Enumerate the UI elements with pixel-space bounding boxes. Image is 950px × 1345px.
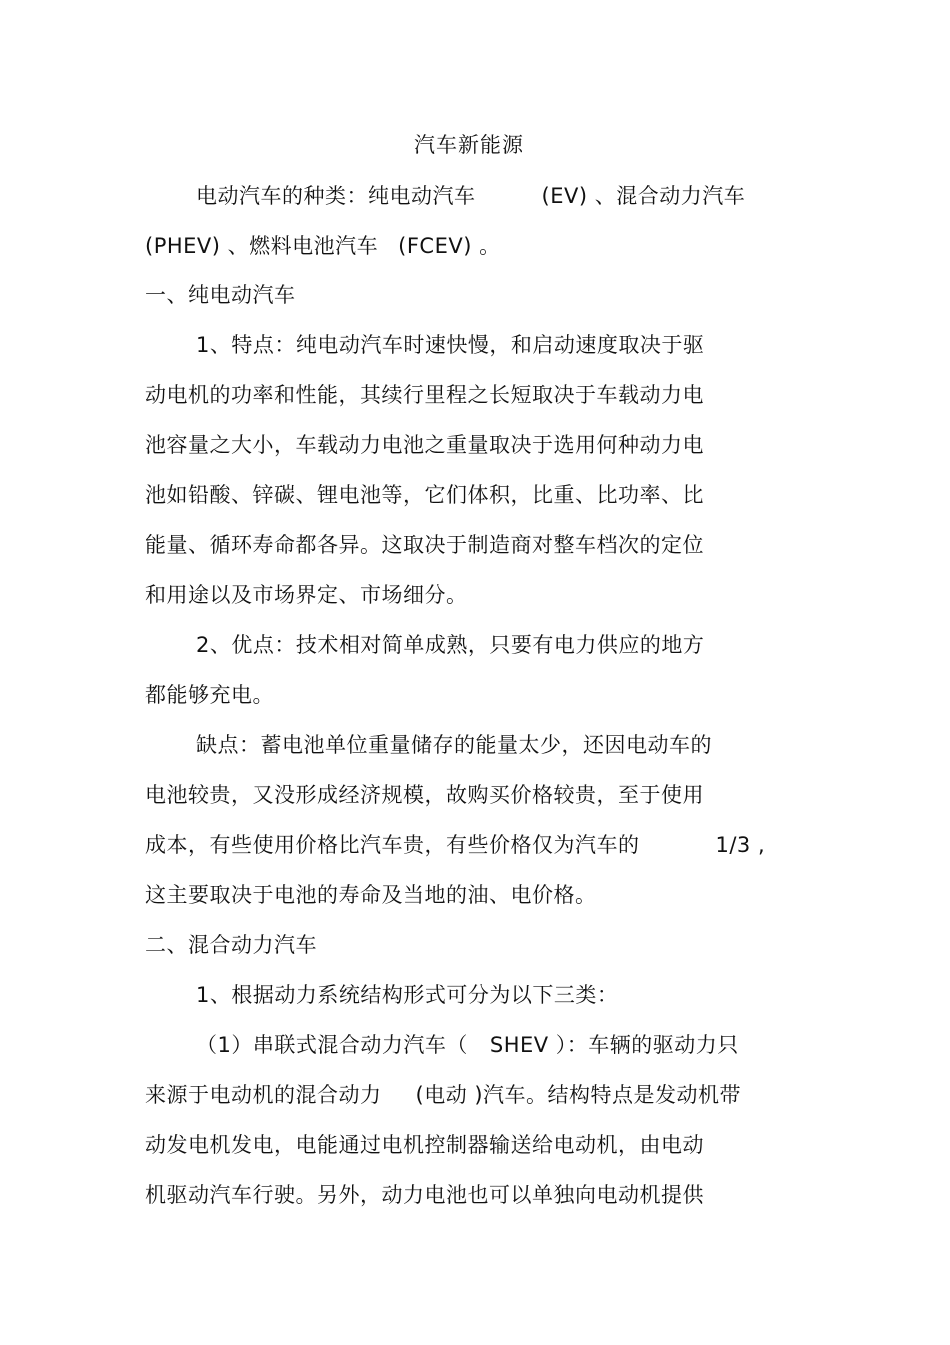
- s2-p2-text: (电动 )汽车。结构特点是发动机带: [415, 1083, 742, 1107]
- s1-p3-line: 电池较贵，又没形成经济规模，故购买价格较贵，至于使用: [145, 783, 704, 807]
- intro-text-a: 电动汽车的种类：纯电动汽车: [196, 184, 476, 208]
- s1-p3-line: 缺点：蓄电池单位重量储存的能量太少，还因电动车的: [196, 733, 712, 757]
- section1-heading: 一、纯电动汽车: [145, 283, 296, 307]
- s1-p2-line: 都能够充电。: [145, 683, 274, 707]
- s2-p2-text: 来源于电动机的混合动力: [145, 1083, 382, 1107]
- s2-p2-text: SHEV ）：车辆的驱动力只: [489, 1033, 739, 1057]
- s2-p2-line: 机驱动汽车行驶。另外，动力电池也可以单独向电动机提供: [145, 1183, 704, 1207]
- intro-text-d: (FCEV) 。: [398, 234, 501, 258]
- intro-line-1: [196, 181, 745, 211]
- s1-p3-line: [145, 830, 765, 860]
- s1-p3-text: 成本，有些使用价格比汽车贵，有些价格仅为汽车的: [145, 833, 640, 857]
- s2-p2-line: [145, 1080, 741, 1110]
- s1-p1-line: 动电机的功率和性能，其续行里程之长短取决于车载动力电: [145, 383, 704, 407]
- s2-p1-line: 1、根据动力系统结构形式可分为以下三类：: [196, 983, 619, 1007]
- section2-heading: 二、混合动力汽车: [145, 933, 317, 957]
- s2-p2-text: （1）串联式混合动力汽车（: [196, 1033, 468, 1057]
- s1-p3-fraction: 1/3 ,: [715, 833, 766, 857]
- s1-p2-line: 2、优点：技术相对简单成熟，只要有电力供应的地方: [196, 633, 705, 657]
- intro-text-c: (PHEV) 、燃料电池汽车: [145, 234, 379, 258]
- s2-p2-line: 动发电机发电，电能通过电机控制器输送给电动机，由电动: [145, 1133, 704, 1157]
- intro-line-2: [145, 231, 501, 261]
- intro-text-b: (EV) 、混合动力汽车: [541, 184, 746, 208]
- s1-p1-line: 和用途以及市场界定、市场细分。: [145, 583, 468, 607]
- s1-p1-line: 能量、循环寿命都各异。这取决于制造商对整车档次的定位: [145, 533, 704, 557]
- document-title: 汽车新能源: [414, 133, 524, 157]
- s1-p3-line: 这主要取决于电池的寿命及当地的油、电价格。: [145, 883, 597, 907]
- s1-p1-line: 池容量之大小，车载动力电池之重量取决于选用何种动力电: [145, 433, 704, 457]
- s2-p2-line: [196, 1030, 739, 1060]
- s1-p1-line: 1、特点：纯电动汽车时速快慢，和启动速度取决于驱: [196, 333, 705, 357]
- s1-p1-line: 池如铅酸、锌碳、锂电池等，它们体积，比重、比功率、比: [145, 483, 704, 507]
